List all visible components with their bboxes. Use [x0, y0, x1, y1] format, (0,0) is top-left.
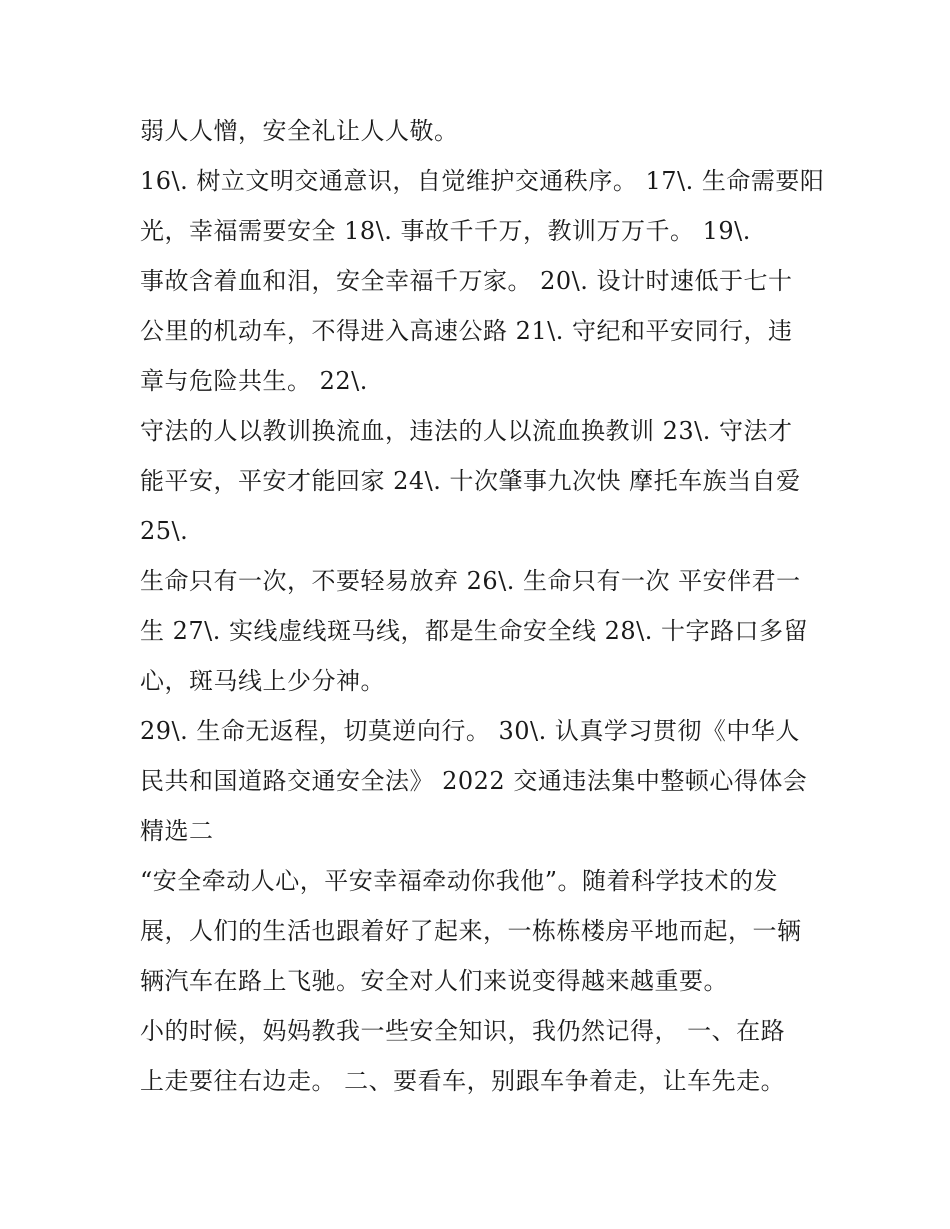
text-line: 生命只有一次，不要轻易放弃 26\. 生命只有一次 平安伴君一 — [140, 567, 801, 595]
text-line: 16\. 树立文明交通意识，自觉维护交通秩序。 17\. 生命需要阳 — [140, 167, 825, 195]
text-line: 29\. 生命无返程，切莫逆向行。 30\. 认真学习贯彻《中华人 — [140, 717, 800, 745]
text-line: 公里的机动车，不得进入高速公路 21\. 守纪和平安同行，违 — [140, 317, 793, 345]
text-line: 上走要往右边走。 二、要看车，别跟车争着走，让车先走。 — [140, 1067, 786, 1095]
text-line: “安全牵动人心，平安幸福牵动你我他”。随着科学技术的发 — [140, 867, 779, 895]
text-line: 光，幸福需要安全 18\. 事故千千万，教训万万千。 19\. — [140, 217, 751, 245]
text-line: 心，斑马线上少分神。 — [140, 667, 385, 695]
text-line: 章与危险共生。 22\. — [140, 367, 368, 395]
text-line: 守法的人以教训换流血，违法的人以流血换教训 23\. 守法才 — [140, 417, 793, 445]
text-line: 25\. — [140, 517, 189, 545]
text-line: 精选二 — [140, 817, 214, 845]
text-line: 弱人人憎，安全礼让人人敬。 — [140, 117, 459, 145]
text-line: 事故含着血和泪，安全幸福千万家。 20\. 设计时速低于七十 — [140, 267, 793, 295]
text-line: 展，人们的生活也跟着好了起来，一栋栋楼房平地而起，一辆 — [140, 917, 802, 945]
text-line: 小的时候，妈妈教我一些安全知识，我仍然记得， 一、在路 — [140, 1017, 786, 1045]
text-line: 辆汽车在路上飞驰。安全对人们来说变得越来越重要。 — [140, 967, 728, 995]
text-line: 生 27\. 实线虚线斑马线，都是生命安全线 28\. 十字路口多留 — [140, 617, 809, 645]
text-line: 民共和国道路交通安全法》 2022 交通违法集中整顿心得体会 — [140, 767, 808, 795]
text-line: 能平安，平安才能回家 24\. 十次肇事九次快 摩托车族当自爱 — [140, 467, 801, 495]
